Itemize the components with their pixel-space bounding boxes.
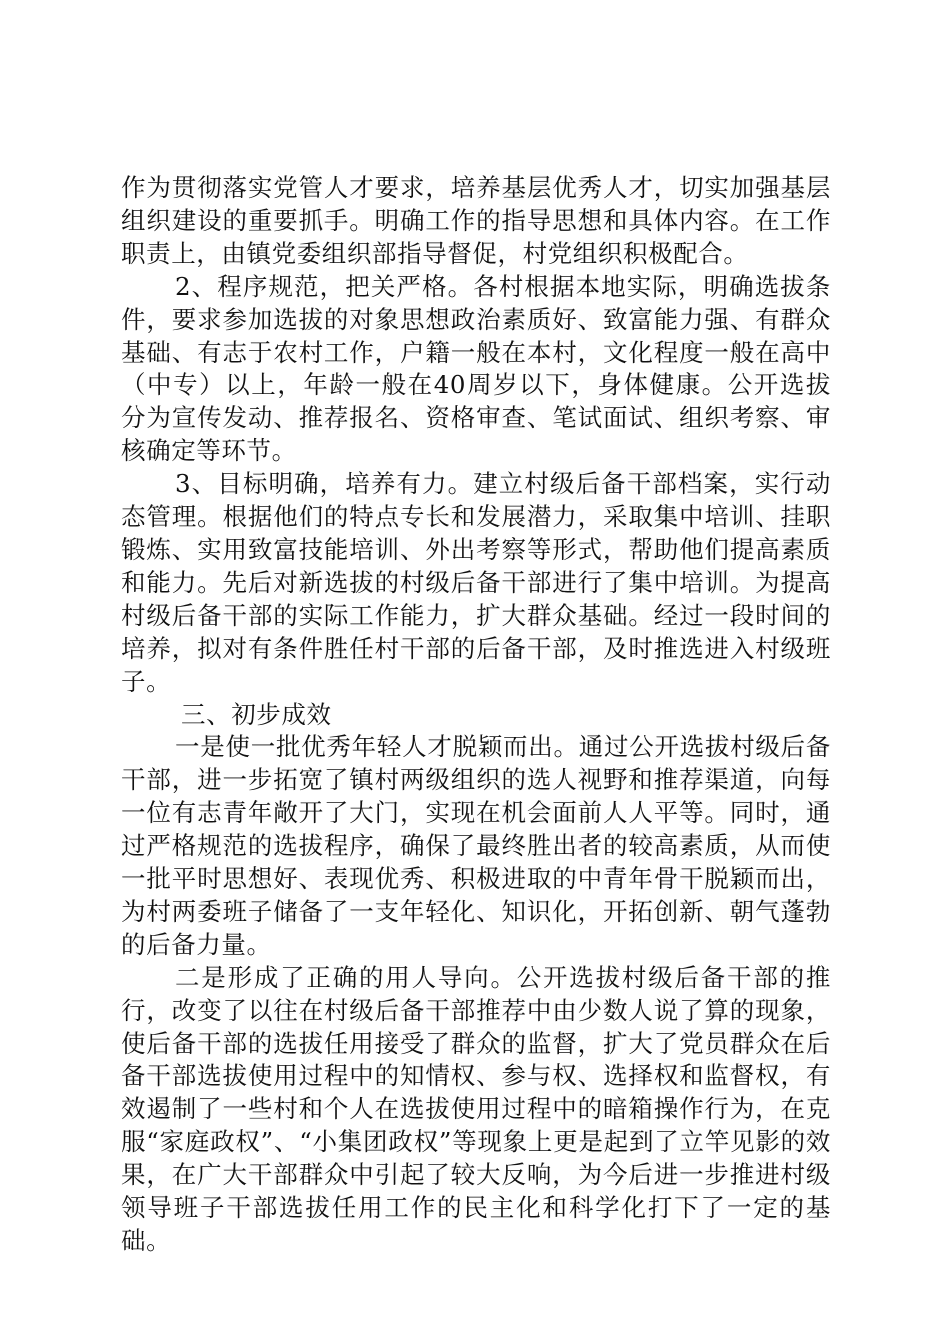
- section-heading-initial-results: 三、初步成效: [181, 699, 332, 729]
- paragraph-result-one: 一是使一批优秀年轻人才脱颖而出。通过公开选拔村级后备干部，进一步拓宽了镇村两级组织的选人视野和推荐渠道，向每一位有志青年敞开了大门，实现在机会面前人人平等。同时，通过严格规范的选拔程序，确保了最终胜出者的较高素质，从而使一批平时思想好、表现优秀、积极进取的中青年骨干脱颖而出，为村两委班子储备了一支年轻化、知识化，开拓创新、朝气蓬勃的后备力量。: [121, 732, 831, 959]
- paragraph-training-goals: 3、目标明确，培养有力。建立村级后备干部档案，实行动态管理。根据他们的特点专长和发展潜力，采取集中培训、挂职锻炼、实用致富技能培训、外出考察等形式，帮助他们提高素质和能力。先后对新选拔的村级后备干部进行了集中培训。为提高村级后备干部的实际工作能力，扩大群众基础。经过一段时间的培养，拟对有条件胜任村干部的后备干部，及时推选进入村级班子。: [121, 469, 831, 696]
- paragraph-result-two: 二是形成了正确的用人导向。公开选拔村级后备干部的推行，改变了以往在村级后备干部推荐中由少数人说了算的现象，使后备干部的选拔任用接受了群众的监督，扩大了党员群众在后备干部选拔使用过程中的知情权、参与权、选择权和监督权，有效遏制了一些村和个人在选拔使用过程中的暗箱操作行为，在克服“家庭政权”、“小集团政权”等现象上更是起到了立竿见影的效果，在广大干部群众中引起了较大反响，为今后进一步推进村级领导班子干部选拔任用工作的民主化和科学化打下了一定的基础。: [121, 962, 831, 1255]
- paragraph-procedure-standards: 2、程序规范，把关严格。各村根据本地实际，明确选拔条件，要求参加选拔的对象思想政治素质好、致富能力强、有群众基础、有志于农村工作，户籍一般在本村，文化程度一般在高中（中专）以上，年龄一般在40周岁以下，身体健康。公开选拔分为宣传发动、推荐报名、资格审查、笔试面试、组织考察、审核确定等环节。: [121, 271, 831, 466]
- paragraph-party-talent-continuation: 作为贯彻落实党管人才要求，培养基层优秀人才，切实加强基层组织建设的重要抓手。明确工作的指导思想和具体内容。在工作职责上，由镇党委组织部指导督促，村党组织积极配合。: [121, 173, 831, 268]
- document-body: [121, 172, 831, 1258]
